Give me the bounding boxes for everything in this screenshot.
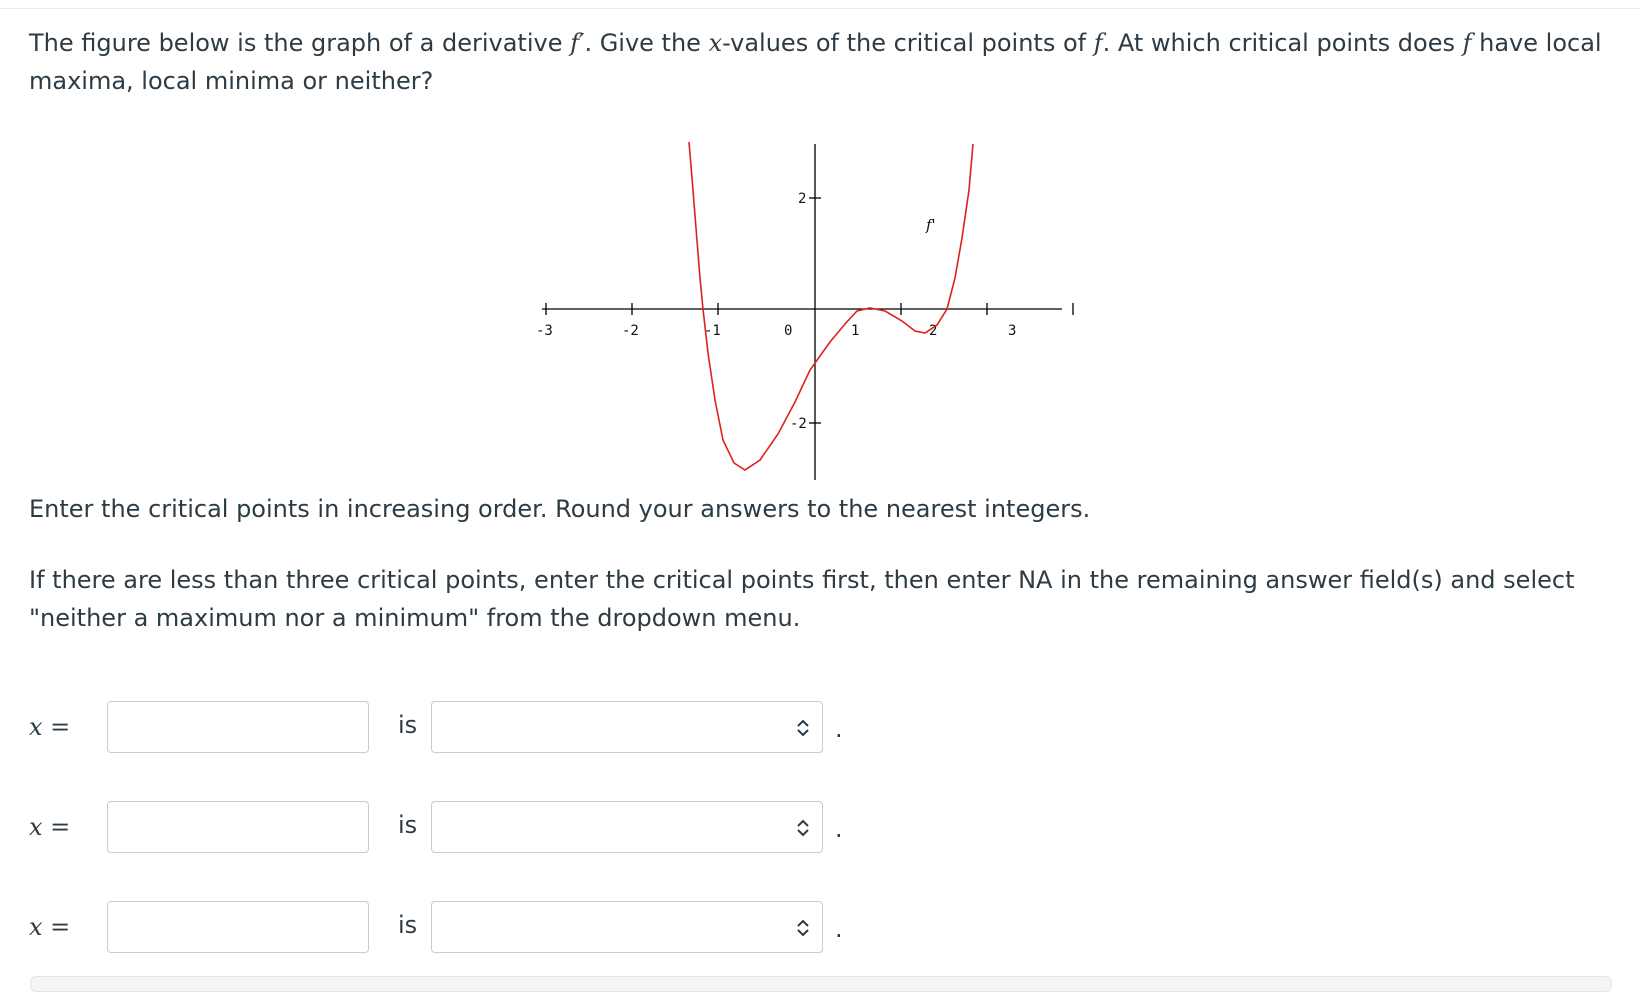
x-tick-label: 3 — [1008, 323, 1017, 339]
up-down-chevron-icon — [796, 819, 810, 837]
x-equals-label: x = — [29, 813, 71, 841]
critical-point-input-3[interactable] — [107, 901, 369, 953]
is-label: is — [398, 911, 418, 939]
f-prime-curve — [689, 142, 973, 470]
answer-row-3 — [29, 901, 889, 957]
f-symbol: f — [1462, 29, 1472, 57]
period: . — [835, 915, 843, 943]
x-tick-label: -1 — [704, 323, 721, 339]
is-label: is — [398, 711, 418, 739]
answer-row-2 — [29, 801, 889, 857]
curve-label: f' — [926, 216, 936, 234]
period: . — [835, 815, 843, 843]
x-tick-label: -3 — [536, 323, 553, 339]
derivative-graph — [536, 138, 1070, 510]
classification-select-1[interactable] — [431, 701, 823, 753]
is-label: is — [398, 811, 418, 839]
y-tick-label: 2 — [798, 191, 807, 207]
answer-row-1 — [29, 701, 889, 757]
period: . — [835, 715, 843, 743]
top-divider — [0, 8, 1640, 9]
graph-svg — [536, 138, 1070, 510]
x-equals-label: x = — [29, 913, 71, 941]
bottom-panel-edge — [30, 976, 1612, 992]
y-tick-label: -2 — [790, 416, 807, 432]
instruction-fewer: If there are less than three critical points, enter the critical points first, then enter NA in the remaining answer field(s) and select "neither a maximum nor a minimum" from the dropdown menu. — [29, 566, 1575, 632]
critical-point-input-1[interactable] — [107, 701, 369, 753]
x-tick-label: 0 — [784, 323, 793, 339]
instruction-order: Enter the critical points in increasing order. Round your answers to the nearest integers. — [29, 495, 1091, 523]
classification-select-2[interactable] — [431, 801, 823, 853]
critical-point-input-2[interactable] — [107, 801, 369, 853]
up-down-chevron-icon — [796, 719, 810, 737]
f-symbol: f — [1093, 29, 1103, 57]
f-prime-symbol: f′ — [570, 29, 585, 57]
up-down-chevron-icon — [796, 919, 810, 937]
question-text: The figure below is the graph of a derivative f′. Give the x-values of the critical points of f. At which critical points does f have local maxima, local minima or neither? — [29, 29, 1602, 95]
x-equals-label: x = — [29, 713, 71, 741]
x-symbol: x — [708, 29, 723, 57]
x-tick-label: -2 — [622, 323, 639, 339]
x-tick-label: 1 — [851, 323, 860, 339]
x-tick-label: 2 — [929, 323, 938, 339]
classification-select-3[interactable] — [431, 901, 823, 953]
